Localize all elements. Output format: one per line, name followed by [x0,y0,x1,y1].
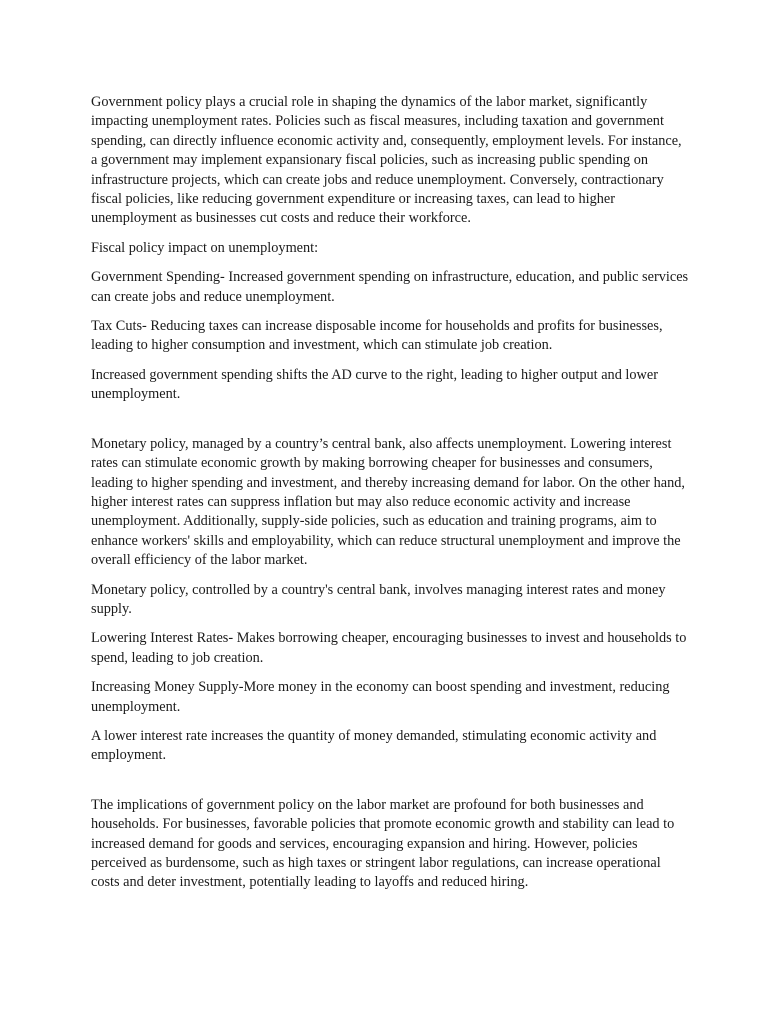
paragraph-implications: The implications of government policy on the labor market are profound for both businesses and households. For businesses, favorable policies that promote economic growth and stability can lead to increased demand for goods and services, encouraging expansion and hiring. However, policies perceived as burdensome, such as high taxes or stringent labor regulations, can increase operational costs and deter investment, potentially leading to layoffs and reduced hiring. [91,796,675,891]
paragraph-interest-rate-effect: A lower interest rate increases the quantity of money demanded, stimulating economic activity and employment. [91,727,657,764]
paragraph-fiscal-heading: Fiscal policy impact on unemployment: [91,239,319,256]
paragraph-ad-curve: Increased government spending shifts the AD curve to the right, leading to higher output and lower unemployment. [91,366,658,403]
paragraph-monetary-definition: Monetary policy, controlled by a country's central bank, involves managing interest rates and money supply. [91,581,666,617]
paragraph-fiscal-intro: Government policy plays a crucial role in shaping the dynamics of the labor market, significantly impacting unemployment rates. Policies such as fiscal measures, including taxation and government spending, can directly influence economic activity and, consequently, employment levels. For instance, a government may implement expansionary fiscal policies, such as increasing public spending on infrastructure projects, which can create jobs and reduce unemployment. Conversely, contractionary fiscal policies, like reducing government expenditure or increasing taxes, can lead to higher unemployment as businesses cut costs and reduce their workforce. [91,94,682,227]
paragraph-government-spending: Government Spending- Increased government spending on infrastructure, education, and public services can create jobs and reduce unemployment. [91,269,689,305]
paragraph-lowering-interest-rates: Lowering Interest Rates- Makes borrowing cheaper, encouraging businesses to invest and households to spend, leading to job creation. [91,630,687,666]
paragraph-money-supply: Increasing Money Supply-More money in the economy can boost spending and investment, reducing unemployment. [91,679,670,715]
document-body [91,93,691,903]
paragraph-monetary-intro: Monetary policy, managed by a country’s central bank, also affects unemployment. Lowering interest rates can stimulate economic growth by making borrowing cheaper for businesses and consumers, leading to higher spending and investment, and thereby increasing demand for labor. On the other hand, higher interest rates can suppress inflation but may also reduce economic activity and increase unemployment. Additionally, supply-side policies, such as education and training programs, aim to enhance workers' skills and employability, which can reduce structural unemployment and improve the overall efficiency of the labor market. [91,435,685,569]
paragraph-tax-cuts: Tax Cuts- Reducing taxes can increase disposable income for households and profits for businesses, leading to higher consumption and investment, which can stimulate job creation. [91,318,663,354]
